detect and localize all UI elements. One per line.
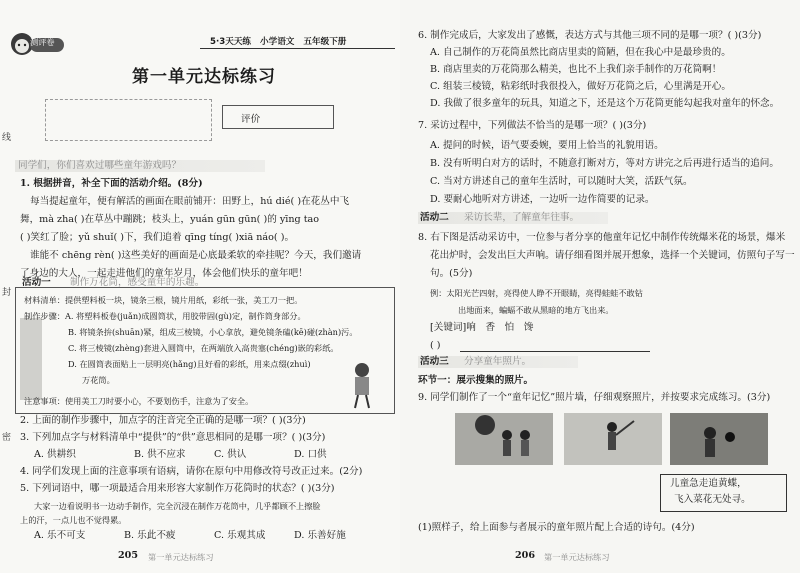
material-list: 材料清单：提供塑料板一块，镜条三根，镜片用纸，彩纸一张，美工刀一把。: [24, 295, 303, 305]
margin-mark: 线: [2, 133, 12, 143]
example-line-2: 出地面来，蝙蝠不敢从黑暗的地方飞出来。: [458, 305, 614, 315]
q3-option-c: C. 供认: [214, 449, 247, 460]
poem-line-1: 儿童急走追黄蝶，: [670, 478, 747, 489]
step-a: 制作步骤：A. 将塑料板卷(juǎn)成圆筒状，用胶带固(gù)定，制作筒身部分。: [24, 311, 306, 321]
sub-question-1: (1)照样子，给上面参与者展示的童年照片配上合适的诗句。(4分): [418, 522, 695, 533]
right-page: [400, 0, 800, 573]
step-c: C. 将三棱镜(zhèng)套进入圆筒中，在两端放入高贵塞(chéng)嵌的彩纸。: [68, 343, 339, 353]
badge-label: 测评卷: [30, 37, 55, 47]
q8-line-2: 花出炉时，会发出巨大声响。请仔细看图并展开想象，选择一个关键词，仿照句子写一: [430, 250, 795, 261]
header-series: 5·3天天练: [210, 37, 252, 47]
activity-1-title: 活动一: [22, 277, 51, 288]
page-title: 第一单元达标练习: [132, 67, 276, 87]
q6-option-c: C. 组装三棱镜，粘彩纸时我很投入，做好万花筒之后，心里满是开心。: [430, 81, 731, 92]
margin-mark: 封: [2, 288, 12, 298]
answer-line[interactable]: [460, 351, 650, 352]
activity-3-title: 活动三: [420, 356, 449, 367]
q5-option-d: D. 乐善好施: [294, 530, 346, 541]
q1-line-2: 舞，mà zha( )在草丛中蹦跳；枝头上，yuán gūn gūn( )的 yīng tao: [20, 214, 320, 225]
q7-option-a: A. 提问的时候，语气要委婉，要用上恰当的礼貌用语。: [430, 140, 664, 151]
q1-line-3: ( )笑红了脸；yǔ shuǐ( )下，我们追着 qīng tíng( )xiā náo( )。: [20, 232, 295, 243]
q7-option-d: D. 要耐心地听对方讲述，一边听一边作简要的记录。: [430, 194, 655, 205]
page-footer: 第一单元达标练习: [148, 552, 214, 562]
header-grade: 五年级下册: [303, 37, 347, 47]
activity-2-text: 采访长辈，了解童年往事。: [464, 212, 580, 223]
childhood-photo-2: [564, 413, 662, 465]
page-number: 206: [515, 550, 536, 561]
question-5: 5. 下列词语中，哪一项最适合用来形容大家制作万花筒时的状态？( )(3分): [20, 483, 335, 494]
q3-option-a: A. 供耕织: [34, 449, 76, 460]
info-box: [45, 99, 212, 141]
q1-line-5: 了身边的大人，一起走进他们的童年岁月，体会他们快乐的童年吧！: [20, 268, 308, 279]
girl-illustration-icon: [340, 360, 385, 410]
intro-text: 同学们，你们喜欢过哪些童年游戏吗？: [18, 160, 182, 171]
q5-passage-1: 大家一边看说明书一边动手制作，完全沉浸在制作万花筒中，几乎都顾不上擦脸: [34, 501, 321, 511]
material-side-tab: [20, 318, 42, 400]
q3-option-b: B. 供不应求: [134, 449, 186, 460]
step-b: B. 将镜条拚(shuān)紧，组成三棱镜，小心拿放，避免镜条磕(kē)碰(zhàn)污。: [68, 327, 358, 337]
q5-option-b: B. 乐此不疲: [124, 530, 176, 541]
page-number: 205: [118, 550, 139, 561]
question-6: 6. 制作完成后，大家发出了感慨，表达方式与其他三项不同的是哪一项？( )(3分): [418, 30, 762, 41]
childhood-photo-1: [455, 413, 553, 465]
page-footer: 第一单元达标练习: [544, 552, 610, 562]
question-2: 2. 上面的制作步骤中，加点字的注音完全正确的是哪一项？( )(3分): [20, 415, 306, 426]
example-line-1: 例：太阳光芒四射，亮得使人睁不开眼睛，亮得蛙蛙不敢钻: [430, 288, 643, 298]
q7-option-c: C. 当对方讲述自己的童年生活时，可以随时大笑，活跃气氛。: [430, 176, 693, 187]
notice: 注意事项：使用美工刀时要小心，不要划伤手，注意为了安全。: [24, 396, 254, 406]
q5-option-a: A. 乐不可支: [34, 530, 86, 541]
q8-line-3: 句。(5分): [430, 268, 473, 279]
page-header: [210, 35, 346, 47]
question-7: 7. 采访过程中，下列做法不恰当的是哪一项？( )(3分): [418, 120, 647, 131]
q6-option-b: B. 商店里卖的万花筒那么精美，也比不上我们亲手制作的万花筒啊！: [430, 64, 722, 75]
question-9: 9. 同学们制作了一个“童年记忆”照片墙，仔细观察照片，并按要求完成练习。(3分): [418, 392, 771, 403]
poem-line-2: 飞入菜花无处寻。: [674, 494, 751, 505]
q6-option-a: A. 自己制作的万花筒虽然比商店里卖的简陋，但在我心中是最珍贵的。: [430, 47, 731, 58]
q5-passage-2: 上的汗，一点儿也不觉得累。: [20, 515, 127, 525]
question-4: 4. 同学们发现上面的注意事项有语病，请你在原句中用修改符号改正过来。(2分): [20, 466, 363, 477]
q6-option-d: D. 我做了很多童年的玩具，知道之下，还是这个万花筒更能勾起我对童年的怀念。: [430, 98, 780, 109]
margin-mark: 密: [2, 433, 12, 443]
q3-option-d: D. 口供: [294, 449, 327, 460]
q5-option-c: C. 乐观其成: [214, 530, 266, 541]
step-d-cont: 万花筒。: [82, 375, 115, 385]
question-1: 1. 根据拼音，补全下面的活动介绍。(8分): [20, 178, 203, 189]
q7-option-b: B. 没有听明白对方的话时，不随意打断对方，等对方讲完之后再进行适当的追问。: [430, 158, 779, 169]
q1-line-1: 每当提起童年，便有解活的画面在眼前铺开：田野上，hú dié( )在花丛中飞: [30, 196, 350, 207]
header-subject: 小学语文: [260, 37, 295, 47]
header-rule: [200, 48, 395, 49]
question-8: 8. 右下图是活动采访中，一位参与者分享的他童年记忆中制作传统爆米花的场景，爆米: [418, 232, 786, 243]
section-1-title: 环节一：展示搜集的照片。: [418, 375, 534, 386]
answer-paren: ( ): [430, 340, 441, 351]
q1-line-4: 谁能不 chēng rèn( )这些美好的画面是心底最柔软的牵挂呢？今天，我们邀请: [30, 250, 362, 261]
activity-3-text: 分享童年照片。: [464, 356, 532, 367]
keyword-list: [关键词]响 香 怕 馋: [430, 322, 534, 333]
activity-1-text: 制作万花筒，感受童年的乐趣。: [70, 277, 205, 288]
question-3: 3. 下列加点字与材料清单中“提供”的“供”意思相同的是哪一项？( )(3分): [20, 432, 326, 443]
childhood-photo-3: [670, 413, 768, 465]
step-d: D. 在圆筒表面贴上一层明亮(hǎng)且好看的彩纸，用来点缀(zhuì): [68, 359, 311, 369]
evaluation-label: 评价: [241, 114, 261, 125]
activity-2-title: 活动二: [420, 212, 449, 223]
evaluation-box: [222, 105, 334, 129]
